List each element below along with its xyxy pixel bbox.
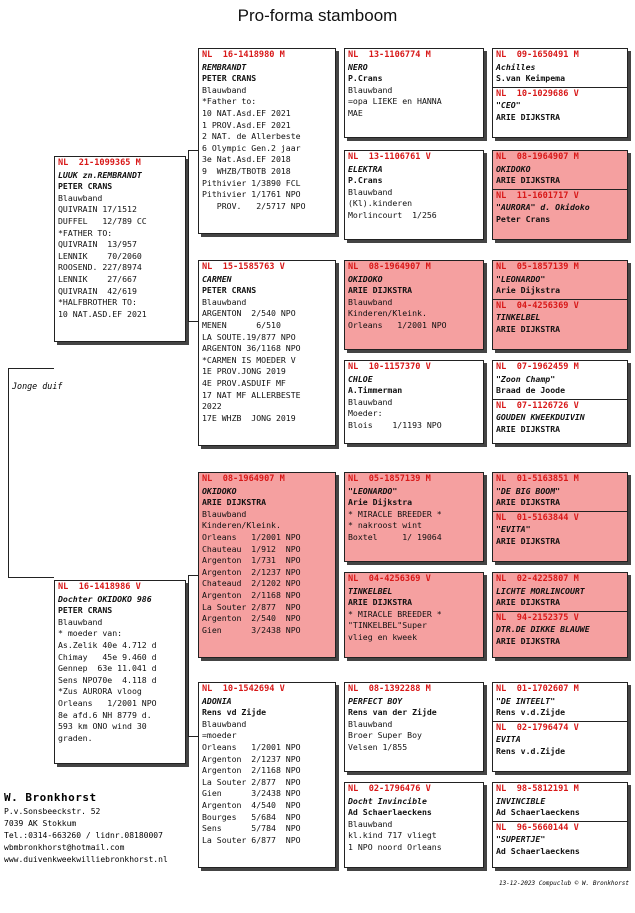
ring-number: NL 10-1542694 V bbox=[202, 684, 285, 694]
info-line: * MIRACLE BREEDER * bbox=[348, 608, 442, 619]
info-line: *CARMEN IS MOEDER V bbox=[202, 354, 296, 365]
ring-number: NL 11-1601717 V bbox=[496, 190, 579, 201]
info-line: vlieg en kweek bbox=[348, 631, 418, 642]
info-lines bbox=[348, 85, 480, 120]
contact-line: 7039 AK Stokkum bbox=[4, 819, 77, 828]
g4-pair-card[interactable] bbox=[492, 260, 628, 350]
root-pigeon-label: Jonge duif bbox=[12, 381, 63, 391]
ring-number: NL 13-1106774 M bbox=[348, 50, 431, 60]
ring-number: NL 02-4225807 M bbox=[496, 574, 579, 584]
pigeon-name: "Zoon Champ" bbox=[496, 373, 556, 384]
info-line: Morlincourt 1/256 bbox=[348, 209, 437, 220]
info-line: *Zus AURORA vloog bbox=[58, 686, 142, 697]
info-line: QUIVRAIN 42/619 bbox=[58, 285, 137, 296]
owner-name: ARIE DIJKSTRA bbox=[496, 423, 561, 434]
pigeon-name: TINKELBEL bbox=[348, 585, 393, 596]
owner-name: Rens v.d.Zijde bbox=[496, 707, 566, 718]
info-line: 10 NAT.ASD.EF 2021 bbox=[58, 308, 147, 319]
pigeon-name: "AURORA" d. Okidoko bbox=[496, 202, 590, 213]
owner-name: Arie Dijkstra bbox=[496, 285, 561, 296]
g4-pair-card[interactable] bbox=[492, 782, 628, 868]
ring-number: NL 10-1029686 V bbox=[496, 88, 579, 99]
info-lines bbox=[348, 609, 480, 644]
owner-name: Peter Crans bbox=[496, 213, 551, 224]
info-line: Boxtel 1/ 19064 bbox=[348, 531, 442, 542]
ring-number: NL 04-4256369 V bbox=[496, 300, 579, 311]
g3-ffm-card[interactable] bbox=[344, 150, 484, 240]
g3-fff-card[interactable] bbox=[344, 48, 484, 138]
mother-card[interactable] bbox=[54, 580, 186, 764]
g3-mmf-card[interactable] bbox=[344, 682, 484, 772]
info-lines bbox=[58, 617, 182, 745]
pigeon-name: DTR.DE DIKKE BLAUWE bbox=[496, 624, 590, 635]
info-line: DUFFEL 12/789 CC bbox=[58, 215, 147, 226]
info-line: * MIRACLE BREEDER * bbox=[348, 508, 442, 519]
info-line: Orleans 1/2001 NPO bbox=[202, 741, 301, 752]
info-line: Pithivier 1/3890 FCL bbox=[202, 177, 301, 188]
g4-pair-card[interactable] bbox=[492, 682, 628, 772]
info-line: Argenton 2/1237 NPO bbox=[202, 566, 301, 577]
owner-name: ARIE DIJKSTRA bbox=[496, 111, 561, 122]
owner-name: S.van Keimpema bbox=[496, 73, 566, 84]
pigeon-name: REMBRANDT bbox=[202, 61, 247, 72]
contact-line: Tel.:0314-663260 / lidnr.08180007 bbox=[4, 831, 163, 840]
pigeon-name: PERFECT BOY bbox=[348, 695, 403, 706]
info-line: ROOSEND. 227/8974 bbox=[58, 262, 142, 273]
info-line: Chimay 45e 9.460 d bbox=[58, 651, 157, 662]
ring-number: NL 96-5660144 V bbox=[496, 822, 579, 833]
pigeon-name: "SUPERTJE" bbox=[496, 834, 546, 845]
info-line: 10 NAT.Asd.EF 2021 bbox=[202, 107, 291, 118]
ring-number: NL 15-1585763 V bbox=[202, 262, 285, 272]
grandfather-paternal-card[interactable] bbox=[198, 48, 336, 234]
info-line: Blauwband bbox=[348, 818, 393, 829]
ring-number: NL 94-2152375 V bbox=[496, 612, 579, 623]
info-line: Broer Super Boy bbox=[348, 730, 422, 741]
info-line: *FATHER TO: bbox=[58, 227, 113, 238]
pigeon-name: LUUK zn.REMBRANDT bbox=[58, 169, 142, 180]
pair-divider bbox=[493, 511, 627, 512]
owner-name: P.Crans bbox=[348, 175, 383, 186]
info-lines bbox=[348, 719, 480, 754]
pigeon-name: LICHTE MORLINCOURT bbox=[496, 585, 585, 596]
info-lines bbox=[348, 297, 480, 332]
ring-number: NL 04-4256369 V bbox=[348, 574, 431, 584]
ring-number: NL 05-1857139 M bbox=[496, 262, 579, 272]
info-line: LENNIK 27/667 bbox=[58, 273, 137, 284]
owner-name: Ad Schaerlaeckens bbox=[496, 807, 580, 818]
pigeon-name: ADONIA bbox=[202, 695, 232, 706]
info-line: Argenton 2/1168 NPO bbox=[202, 589, 301, 600]
ring-number: NL 08-1392288 M bbox=[348, 684, 431, 694]
info-line: 4E PROV.ASDUIF MF bbox=[202, 377, 286, 388]
owner-name: Ad Schaerlaeckens bbox=[496, 845, 580, 856]
info-lines bbox=[348, 819, 480, 854]
owner-name: PETER CRANS bbox=[58, 181, 113, 192]
info-line: *HALFBROTHER TO: bbox=[58, 297, 137, 308]
info-line: "TINKELBEL"Super bbox=[348, 620, 427, 631]
info-lines bbox=[348, 397, 480, 432]
breeder-name: W. Bronkhorst bbox=[4, 791, 97, 804]
pair-divider bbox=[493, 189, 627, 190]
info-line: Sens NPO70e 4.118 d bbox=[58, 674, 157, 685]
owner-name: Braad de Joode bbox=[496, 385, 566, 396]
owner-name: ARIE DIJKSTRA bbox=[496, 497, 561, 508]
ring-number: NL 07-1962459 M bbox=[496, 362, 579, 372]
info-line: Blauwband bbox=[348, 186, 393, 197]
ring-number: NL 98-5812191 M bbox=[496, 784, 579, 794]
info-line: Argenton 2/540 NPO bbox=[202, 613, 301, 624]
ring-number: NL 01-5163851 M bbox=[496, 474, 579, 484]
contact-website[interactable]: www.duivenkweekwilliebronkhorst.nl bbox=[4, 855, 168, 864]
info-line: Blauwband bbox=[348, 296, 393, 307]
owner-name: Arie Dijkstra bbox=[348, 497, 413, 508]
owner-name: Rens van der Zijde bbox=[348, 707, 437, 718]
pigeon-name: EVITA bbox=[496, 734, 521, 745]
pigeon-name: INVINCIBLE bbox=[496, 795, 546, 806]
page-title: Pro-forma stamboom bbox=[237, 6, 398, 25]
info-lines bbox=[58, 193, 182, 321]
info-line: ARGENTON 2/540 NPO bbox=[202, 308, 296, 319]
pigeon-name: ELEKTRA bbox=[348, 163, 383, 174]
owner-name: ARIE DIJKSTRA bbox=[496, 535, 561, 546]
info-line: Bourges 5/684 NPO bbox=[202, 811, 301, 822]
info-lines bbox=[202, 297, 332, 425]
pigeon-name: OKIDOKO bbox=[202, 485, 237, 496]
info-line: Blauwband bbox=[348, 84, 393, 95]
info-line: LENNIK 70/2060 bbox=[58, 250, 142, 261]
info-line: 9 WHZB/TBOTB 2018 bbox=[202, 165, 291, 176]
owner-name: ARIE DIJKSTRA bbox=[348, 597, 413, 608]
pair-divider bbox=[493, 721, 627, 722]
pair-divider bbox=[493, 299, 627, 300]
info-line: Argenton 1/731 NPO bbox=[202, 555, 301, 566]
info-line: Orleans 1/2001 NPO bbox=[58, 697, 157, 708]
info-line: Orleans 1/2001 NPO bbox=[202, 531, 301, 542]
g3-mmm-card[interactable] bbox=[344, 782, 484, 868]
info-line: 1E PROV.JONG 2019 bbox=[202, 366, 286, 377]
info-lines bbox=[202, 85, 332, 213]
pigeon-name: "EVITA" bbox=[496, 524, 531, 535]
owner-name: ARIE DIJKSTRA bbox=[496, 635, 561, 646]
footer-credit: 13-12-2023 Compuclub © W. Bronkhorst bbox=[498, 880, 629, 887]
info-line: Argenton 2/1237 NPO bbox=[202, 753, 301, 764]
pair-divider bbox=[493, 399, 627, 400]
info-line: Argenton 4/540 NPO bbox=[202, 799, 301, 810]
info-line: Blauwband bbox=[202, 718, 247, 729]
ring-number: NL 08-1964907 M bbox=[348, 262, 431, 272]
info-line: Blauwband bbox=[202, 508, 247, 519]
ring-number: NL 08-1964907 M bbox=[496, 152, 579, 162]
info-line: 2022 bbox=[202, 401, 222, 412]
owner-name: ARIE DIJKSTRA bbox=[496, 597, 561, 608]
info-line: Pithivier 1/1761 NPO bbox=[202, 189, 301, 200]
info-line: Blauwband bbox=[348, 396, 393, 407]
info-line: =moeder bbox=[202, 730, 237, 741]
ring-number: NL 10-1157370 V bbox=[348, 362, 431, 372]
owner-name: ARIE DIJKSTRA bbox=[348, 285, 413, 296]
info-line: ARGENTON 36/1168 NPO bbox=[202, 343, 301, 354]
info-lines bbox=[202, 509, 332, 637]
info-line: *Father to: bbox=[202, 96, 257, 107]
info-line: Blauwband bbox=[202, 296, 247, 307]
pigeon-name: OKIDOKO bbox=[348, 273, 383, 284]
breeder-contact bbox=[4, 792, 168, 866]
g4-pair-card[interactable] bbox=[492, 360, 628, 444]
pigeon-name: GOUDEN KWEEKDUIVIN bbox=[496, 412, 585, 423]
pair-divider bbox=[493, 87, 627, 88]
ring-number: NL 01-1702607 M bbox=[496, 684, 579, 694]
pigeon-name: Docht Invincible bbox=[348, 795, 427, 806]
contact-email[interactable]: wbmbronkhorst@hotmail.com bbox=[4, 843, 125, 852]
g3-mff-card[interactable] bbox=[344, 472, 484, 562]
info-line: Chauteau 1/912 NPO bbox=[202, 543, 301, 554]
ring-number: NL 16-1418980 M bbox=[202, 50, 285, 60]
info-line: kl.kind 717 vliegt bbox=[348, 830, 437, 841]
info-line: La Souter 6/877 NPO bbox=[202, 834, 301, 845]
info-line: 17E WHZB JONG 2019 bbox=[202, 412, 296, 423]
info-line: Gien 3/2438 NPO bbox=[202, 624, 301, 635]
owner-name: PETER CRANS bbox=[58, 605, 113, 616]
pigeon-name: CARMEN bbox=[202, 273, 232, 284]
info-line: Moeder: bbox=[348, 408, 383, 419]
pigeon-name: CHLOE bbox=[348, 373, 373, 384]
contact-line: P.v.Sonsbeeckstr. 52 bbox=[4, 807, 101, 816]
info-line: 6 Olympic Gen.2 jaar bbox=[202, 142, 301, 153]
pair-divider bbox=[493, 821, 627, 822]
owner-name: Rens v.d.Zijde bbox=[496, 745, 566, 756]
owner-name: A.Timmerman bbox=[348, 385, 403, 396]
g4-pair-card[interactable] bbox=[492, 150, 628, 240]
info-line: QUIVRAIN 17/1512 bbox=[58, 204, 137, 215]
grandmother-maternal-card[interactable] bbox=[198, 682, 336, 868]
pigeon-name: "LEONARDO" bbox=[348, 485, 398, 496]
info-lines bbox=[348, 187, 480, 222]
info-line: Gennep 63e 11.041 d bbox=[58, 663, 157, 674]
info-line: Gien 3/2438 NPO bbox=[202, 788, 301, 799]
info-line: * nakroost wint bbox=[348, 520, 422, 531]
pigeon-name: OKIDOKO bbox=[496, 163, 531, 174]
info-line: 593 km ONO wind 30 bbox=[58, 721, 147, 732]
info-line: MENEN 6/510 bbox=[202, 319, 281, 330]
pigeon-name: "DE INTEELT" bbox=[496, 695, 556, 706]
info-line: Blauwband bbox=[58, 192, 103, 203]
owner-name: ARIE DIJKSTRA bbox=[202, 497, 267, 508]
ring-number: NL 02-1796476 V bbox=[348, 784, 431, 794]
info-line: QUIVRAIN 13/957 bbox=[58, 239, 137, 250]
owner-name: Rens vd Zijde bbox=[202, 707, 267, 718]
info-line: Velsen 1/855 bbox=[348, 741, 408, 752]
info-line: Sens 5/784 NPO bbox=[202, 823, 301, 834]
g4-pair-card[interactable] bbox=[492, 48, 628, 138]
g4-pair-card[interactable] bbox=[492, 572, 628, 658]
ring-number: NL 16-1418986 V bbox=[58, 582, 141, 592]
father-card[interactable] bbox=[54, 156, 186, 342]
ring-number: NL 05-1857139 M bbox=[348, 474, 431, 484]
owner-name: ARIE DIJKSTRA bbox=[496, 175, 561, 186]
ring-number: NL 13-1106761 V bbox=[348, 152, 431, 162]
info-line: Kinderen/Kleink. bbox=[202, 520, 281, 531]
info-line: La Souter 2/877 NPO bbox=[202, 601, 301, 612]
owner-name: PETER CRANS bbox=[202, 285, 257, 296]
info-line: Blois 1/1193 NPO bbox=[348, 419, 442, 430]
owner-name: ARIE DIJKSTRA bbox=[496, 323, 561, 334]
info-line: Orleans 1/2001 NPO bbox=[348, 319, 447, 330]
info-line: graden. bbox=[58, 732, 93, 743]
ring-number: NL 08-1964907 M bbox=[202, 474, 285, 484]
owner-name: PETER CRANS bbox=[202, 73, 257, 84]
info-line: Blauwband bbox=[202, 84, 247, 95]
info-line: PROV. 2/5717 NPO bbox=[202, 200, 306, 211]
info-line: La Souter 2/877 NPO bbox=[202, 776, 301, 787]
pigeon-name: "CEO" bbox=[496, 100, 521, 111]
info-line: As.Zelik 40e 4.712 d bbox=[58, 639, 157, 650]
ring-number: NL 09-1650491 M bbox=[496, 50, 579, 60]
ring-number: NL 01-5163844 V bbox=[496, 512, 579, 523]
info-line: 8e afd.6 NH 8779 d. bbox=[58, 709, 152, 720]
info-line: =opa LIEKE en HANNA bbox=[348, 96, 442, 107]
info-line: 1 PROV.Asd.EF 2021 bbox=[202, 119, 291, 130]
ring-number: NL 07-1126726 V bbox=[496, 400, 579, 411]
info-line: 17 NAT MF ALLERBESTE bbox=[202, 389, 301, 400]
info-line: 3e Nat.Asd.EF 2018 bbox=[202, 154, 291, 165]
info-line: (Kl).kinderen bbox=[348, 198, 413, 209]
info-line: 1 NPO noord Orleans bbox=[348, 841, 442, 852]
grandfather-maternal-card[interactable] bbox=[198, 472, 336, 658]
ring-number: NL 02-1796474 V bbox=[496, 722, 579, 733]
owner-name: P.Crans bbox=[348, 73, 383, 84]
info-line: Blauwband bbox=[58, 616, 103, 627]
info-line: * moeder van: bbox=[58, 628, 123, 639]
pigeon-name: NERO bbox=[348, 61, 368, 72]
info-line: Kinderen/Kleink. bbox=[348, 308, 427, 319]
pigeon-name: "DE BIG BOOM" bbox=[496, 485, 561, 496]
pigeon-name: TINKELBEL bbox=[496, 312, 541, 323]
owner-name: Ad Schaerlaeckens bbox=[348, 807, 432, 818]
info-line: Blauwband bbox=[348, 718, 393, 729]
info-lines bbox=[348, 509, 480, 544]
info-line: MAE bbox=[348, 107, 363, 118]
info-lines bbox=[202, 719, 332, 847]
g3-mfm-card[interactable] bbox=[344, 572, 484, 658]
pigeon-name: Dochter OKIDOKO 986 bbox=[58, 593, 152, 604]
info-line: Chateaud 2/1202 NPO bbox=[202, 578, 301, 589]
ring-number: NL 21-1099365 M bbox=[58, 158, 141, 168]
grandmother-paternal-card[interactable] bbox=[198, 260, 336, 446]
pigeon-name: Achilles bbox=[496, 61, 536, 72]
pigeon-name: "LEONARDO" bbox=[496, 273, 546, 284]
info-line: LA SOUTE.19/877 NPO bbox=[202, 331, 296, 342]
root-bracket bbox=[8, 368, 54, 578]
g4-pair-card[interactable] bbox=[492, 472, 628, 562]
info-line: 2 NAT. de Allerbeste bbox=[202, 131, 301, 142]
g3-fmm-card[interactable] bbox=[344, 360, 484, 444]
pair-divider bbox=[493, 611, 627, 612]
info-line: Argenton 2/1168 NPO bbox=[202, 765, 301, 776]
g3-fmf-card[interactable] bbox=[344, 260, 484, 350]
